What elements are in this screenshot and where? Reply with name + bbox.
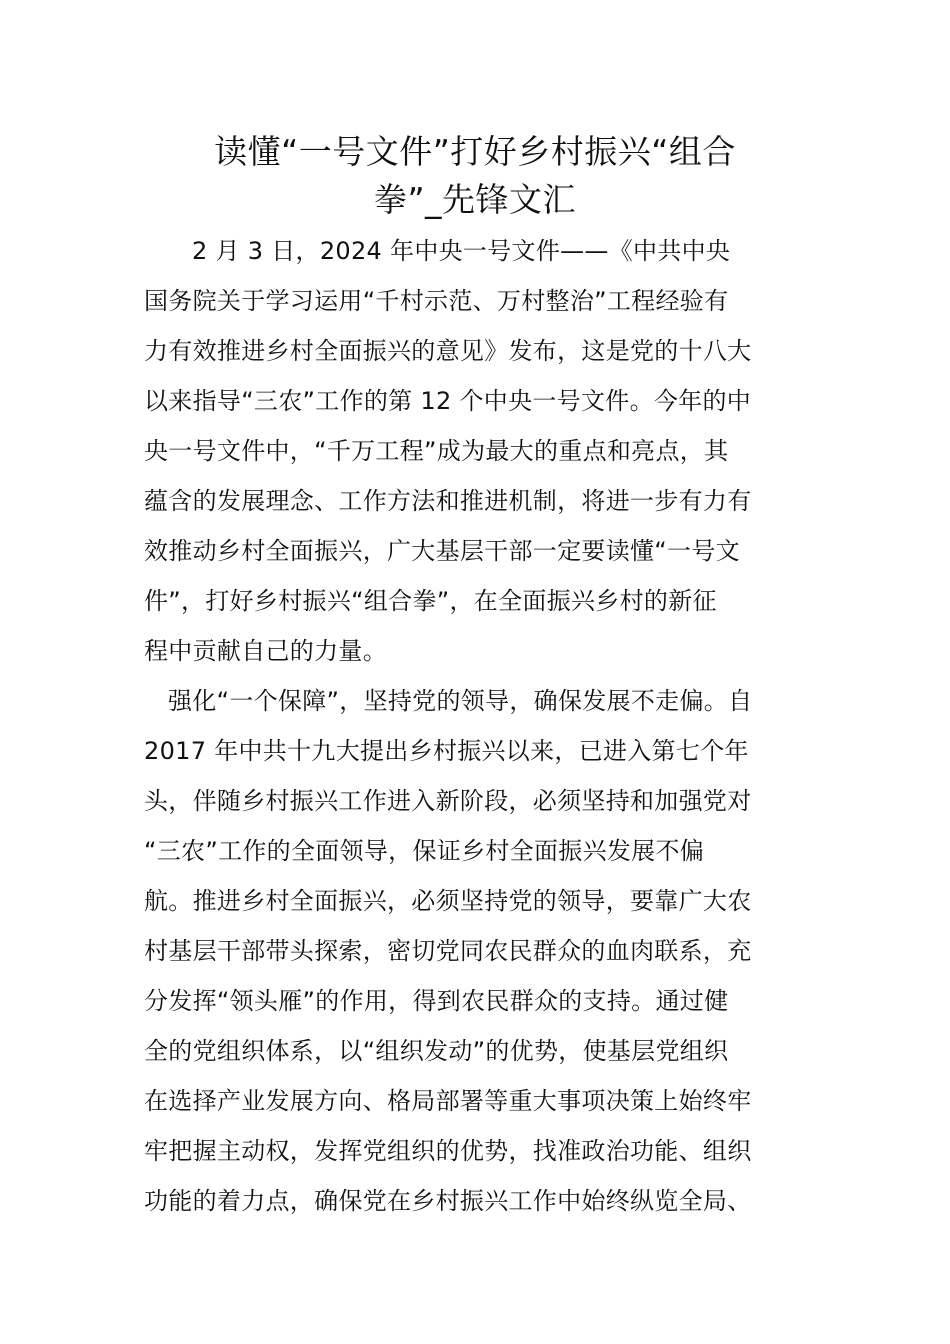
text-line: 2 月 3 日，2024 年中央一号文件——《中共中央 [192,237,731,265]
text-line: 牢把握主动权，发挥党组织的优势，找准政治功能、组织 [144,1137,752,1165]
text-line: 国务院关于学习运用“千村示范、万村整治”工程经验有 [144,287,729,315]
text-line: 央一号文件中，“千万工程”成为最大的重点和亮点，其 [144,437,729,465]
paragraph-2 [144,676,809,1226]
text-line: 程中贡献自己的力量。 [144,637,387,665]
text-line: 全的党组织体系，以“组织发动”的优势，使基层党组织 [144,1037,729,1065]
text-line: 效推动乡村全面振兴，广大基层干部一定要读懂“一号文 [144,537,740,565]
text-line: 强化“一个保障”，坚持党的领导，确保发展不走偏。自 [168,687,753,715]
text-line: 头，伴随乡村振兴工作进入新阶段，必须坚持和加强党对 [144,787,752,815]
text-line: 件”，打好乡村振兴“组合拳”，在全面振兴乡村的新征 [144,587,717,615]
paragraph-1 [144,226,809,676]
document-body [144,226,809,1226]
text-line: 力有效推进乡村全面振兴的意见》发布，这是党的十八大 [144,337,752,365]
text-line: 分发挥“领头雁”的作用，得到农民群众的支持。通过健 [144,987,729,1015]
text-line: “三农”工作的全面领导，保证乡村全面振兴发展不偏 [144,837,705,865]
text-line: 航。推进乡村全面振兴，必须坚持党的领导，要靠广大农 [144,887,752,915]
text-line: 以来指导“三农”工作的第 12 个中央一号文件。今年的中 [144,387,752,415]
text-line: 村基层干部带头探索，密切党同农民群众的血肉联系，充 [144,937,752,965]
text-line: 在选择产业发展方向、格局部署等重大事项决策上始终牢 [144,1087,752,1115]
text-line: 蕴含的发展理念、工作方法和推进机制，将进一步有力有 [144,487,752,515]
document-title [140,128,810,224]
title-line: 读懂“一号文件”打好乡村振兴“组合 [214,132,736,171]
title-line: 拳”_先锋文汇 [373,180,577,219]
text-line: 2017 年中共十九大提出乡村振兴以来，已进入第七个年 [144,737,749,765]
text-line: 功能的着力点，确保党在乡村振兴工作中始终纵览全局、 [144,1187,752,1215]
